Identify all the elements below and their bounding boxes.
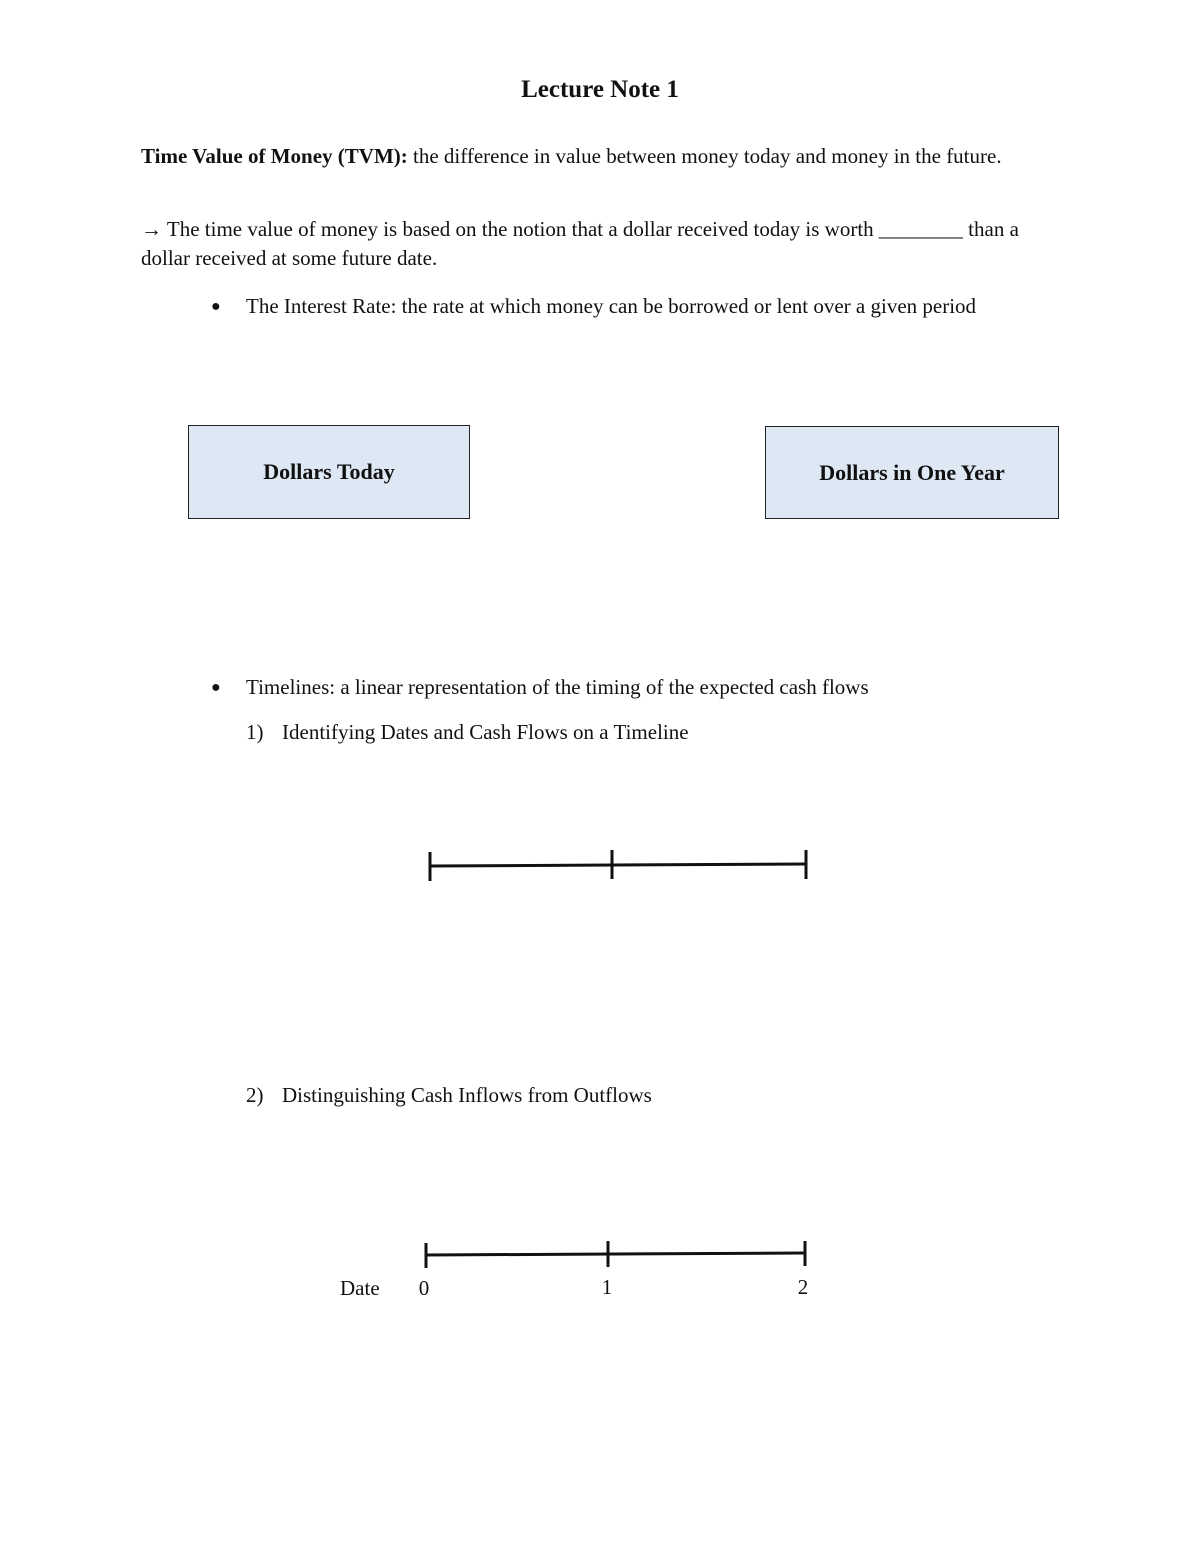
- bullet-interest-rate: The Interest Rate: the rate at which money can be borrowed or lent over a given period: [246, 294, 977, 318]
- numbered-item-1-number: 1): [246, 720, 264, 744]
- timeline-axis: [426, 1253, 805, 1255]
- timeline-axis-label: Date: [340, 1276, 380, 1300]
- timeline-tick-label: 1: [601, 1275, 613, 1299]
- dated-timeline: [340, 1241, 808, 1300]
- dollars-one-year-box: Dollars in One Year: [765, 426, 1059, 519]
- bullet-timelines: Timelines: a linear representation of the timing of the expected cash flows: [246, 675, 869, 699]
- notion-text: The time value of money is based on the notion that a dollar received today is worth ________ than a dollar received at some future date.: [141, 217, 1019, 270]
- tvm-term: Time Value of Money (TVM):: [141, 144, 408, 168]
- numbered-item-1-text: Identifying Dates and Cash Flows on a Timeline: [282, 720, 689, 744]
- timeline-axis: [430, 864, 806, 866]
- bullet-icon: ●: [211, 298, 221, 315]
- blank-timeline: [430, 850, 806, 881]
- arrow-icon: →: [141, 217, 162, 241]
- numbered-item-2-text: Distinguishing Cash Inflows from Outflows: [282, 1083, 652, 1107]
- numbered-item-2-number: 2): [246, 1083, 264, 1107]
- timeline-tick-label: 2: [797, 1275, 809, 1299]
- dollars-today-box: Dollars Today: [188, 425, 470, 519]
- page-title: Lecture Note 1: [521, 76, 679, 103]
- bullet-icon: ●: [211, 679, 221, 696]
- tvm-definition-text: the difference in value between money today and money in the future.: [407, 144, 1002, 168]
- timeline-tick-label: 0: [418, 1276, 430, 1300]
